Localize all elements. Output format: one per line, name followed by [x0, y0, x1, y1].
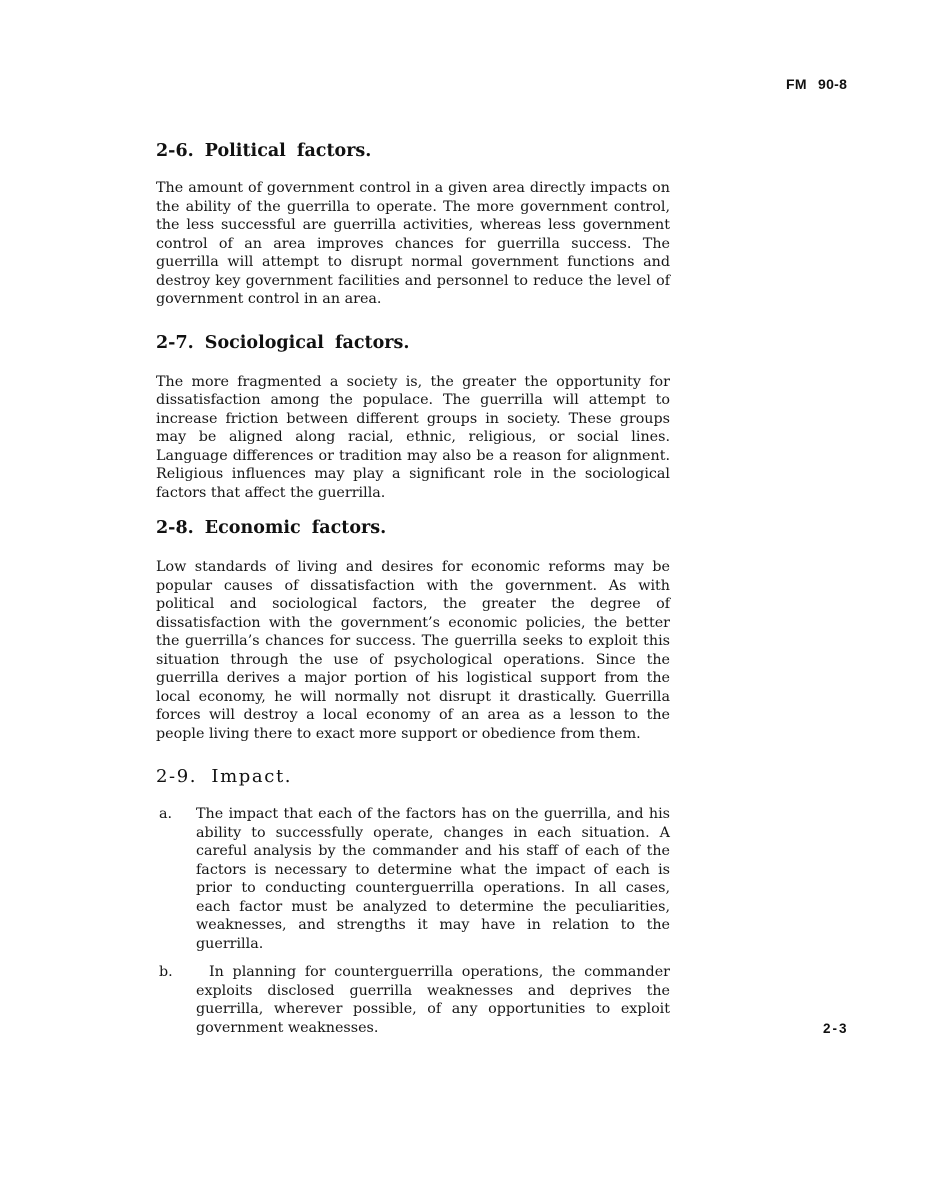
section-heading-2-6: 2-6. Political factors.: [156, 141, 372, 161]
section-2-8-paragraph: Low standards of living and desires for economic reforms may be popular causes of dissatisfaction with the government. As with political and sociological factors, the greater the degree of dissatisfaction with the government’s economic policies, the better the guerrilla’s chances for success. The guerrilla seeks to exploit this situation through the use of psychological operations. Since the guerrilla derives a major portion of his logistical support from the local economy, he will normally not disrupt it drastically. Guerrilla forces will destroy a local economy of an area as a lesson to the people living there to exact more support or obedience from them.: [156, 559, 670, 742]
list-item-b-text: In planning for counterguerrilla operations, the commander exploits disclosed guerrilla weaknesses and deprives the guerrilla, wherever possible, of any opportunities to exploit government weaknesses.: [196, 964, 670, 1036]
manual-code-header: FM 90-8: [786, 76, 848, 92]
document-body: [156, 141, 670, 1037]
section-heading-2-8: 2-8. Economic factors.: [156, 518, 387, 538]
list-item-b-marker: b.: [159, 964, 173, 980]
page-number: 2-3: [823, 1021, 849, 1036]
section-2-6-paragraph: The amount of government control in a given area directly impacts on the ability of the guerrilla to operate. The more government control, the less successful are guerrilla activities, whereas less government control of an area improves chances for guerrilla success. The guerrilla will attempt to disrupt normal government functions and destroy key government facilities and personnel to reduce the level of government control in an area.: [156, 180, 670, 307]
list-item-b: [156, 963, 670, 1037]
list-item-a-marker: a.: [159, 806, 173, 822]
section-2-7-paragraph: The more fragmented a society is, the greater the opportunity for dissatisfaction among the populace. The guerrilla will attempt to increase friction between different groups in society. These groups may be aligned along racial, ethnic, religious, or social lines. Language differences or tradition may also be a reason for alignment. Religious influences may play a significant role in the sociological factors that affect the guerrilla.: [156, 373, 670, 501]
section-heading-2-7: 2-7. Sociological factors.: [156, 332, 410, 353]
section-heading-2-9: 2-9. Impact.: [156, 766, 293, 787]
list-item-a-text: The impact that each of the factors has on the guerrilla, and his ability to successfully operate, changes in each situation. A careful analysis by the commander and his staff of each of the factors is necessary to determine what the impact of each is prior to conducting counterguerrilla operations. In all cases, each factor must be analyzed to determine the peculiarities, weaknesses, and strengths it may have in relation to the guerrilla.: [196, 806, 670, 952]
list-item-a: [156, 805, 670, 953]
